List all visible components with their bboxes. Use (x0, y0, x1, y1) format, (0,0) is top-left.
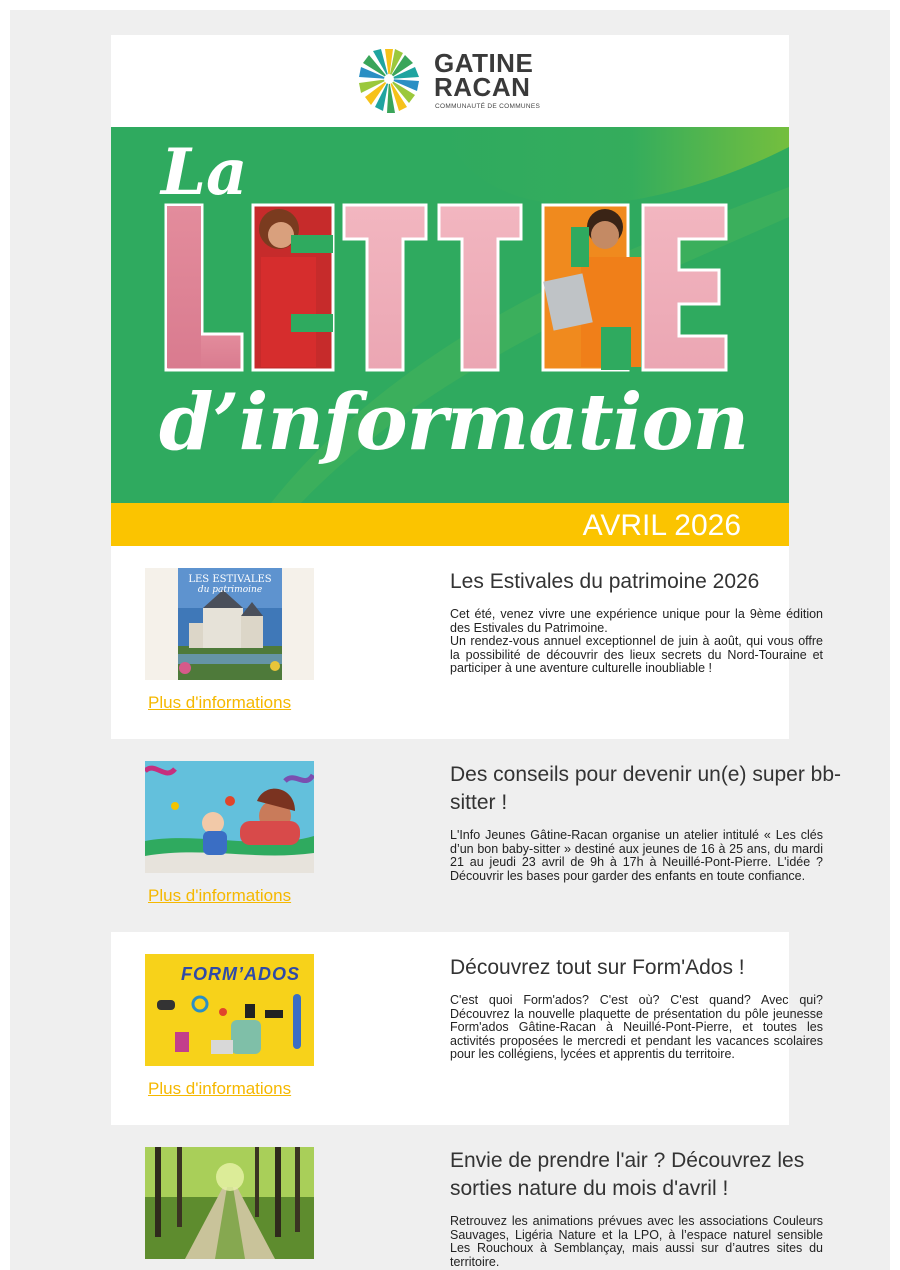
article-title: Les Estivales du patrimoine 2026 (450, 570, 760, 593)
banner-letter-e-photo (253, 205, 333, 370)
logo-subtitle: COMMUNAUTÉ DE COMMUNES (435, 103, 541, 110)
gatine-racan-logo-icon (359, 45, 423, 117)
more-info-link[interactable]: Plus d'informations (148, 693, 292, 712)
logo-line-2: RACAN (434, 72, 531, 102)
article-body: Retrouvez les animations prévues avec les associations Couleurs Sauvages, Ligéria Nature et la LPO, à l’espace naturel sensible Les Rouchoux à Semblançay, mais aussi sur d’autres sites du territoire. (450, 1214, 823, 1269)
newsletter-container (111, 35, 842, 1270)
article-baby-sitter (111, 739, 842, 932)
formados-image-title: FORM’ADOS (181, 964, 300, 984)
banner-lettre-label (111, 127, 112, 128)
date-bar (111, 503, 789, 546)
article-title: Envie de prendre l'air ? Découvrez les sorties nature du mois d'avril ! (450, 1149, 805, 1200)
article-title: Découvrez tout sur Form'Ados ! (450, 956, 745, 979)
baby-sitter-image[interactable] (145, 761, 314, 873)
banner-letter-r-photo (543, 205, 641, 370)
banner-letter-e2 (643, 205, 726, 370)
article-nature (111, 1125, 823, 1270)
header-banner (111, 127, 789, 503)
article-body: C'est quoi Form'ados? C'est où? C'est quand? Avec qui? Découvrez la nouvelle plaquette de présentation du pôle jeunesse Form'ados Gâtine-Racan à Neuillé-Pont-Pierre, et toutes les activités proposées le mercredi et pendant les vacances scolaires pour les collégiens, lycées et apprentis du territoire. (450, 993, 823, 1061)
logo-line-1: GATINE (434, 48, 534, 78)
banner-information: d’information (159, 377, 749, 468)
logo-text (434, 48, 534, 102)
logo-header (111, 35, 789, 127)
nature-image[interactable] (145, 1147, 314, 1259)
more-info-link[interactable]: Plus d'informations (148, 1079, 292, 1098)
issue-date: AVRIL 2026 (582, 509, 741, 542)
article-body: Cet été, venez vivre une expérience unique pour la 9ème édition des Estivales du Patrimoine. Un rendez-vous annuel exceptionnel de juin à août, qui vous offre la possibilité de découvrir des lieux secrets du Nord-Touraine et participer à une aventure culturelle inoubliable ! (450, 607, 823, 675)
estivales-image[interactable] (145, 568, 314, 680)
article-estivales (111, 546, 823, 739)
article-title: Des conseils pour devenir un(e) super bb-sitter ! (450, 763, 842, 814)
formados-image[interactable] (145, 954, 314, 1066)
estivales-image-subtitle: du patrimoine (197, 585, 263, 595)
more-info-link[interactable]: Plus d'informations (148, 886, 292, 905)
estivales-image-title: LES ESTIVALES (188, 574, 272, 585)
banner-la: La (161, 135, 248, 210)
article-body: L'Info Jeunes Gâtine-Racan organise un atelier intitulé « Les clés d’un bon baby-sitter » destiné aux jeunes de 16 à 25 ans, du mardi 21 au jeudi 23 avril de 9h à 17h à Neuillé-Pont-Pierre. L'idée ? Découvrir les bases pour garder des enfants en toute confiance. (450, 828, 823, 883)
article-formados (111, 932, 823, 1125)
